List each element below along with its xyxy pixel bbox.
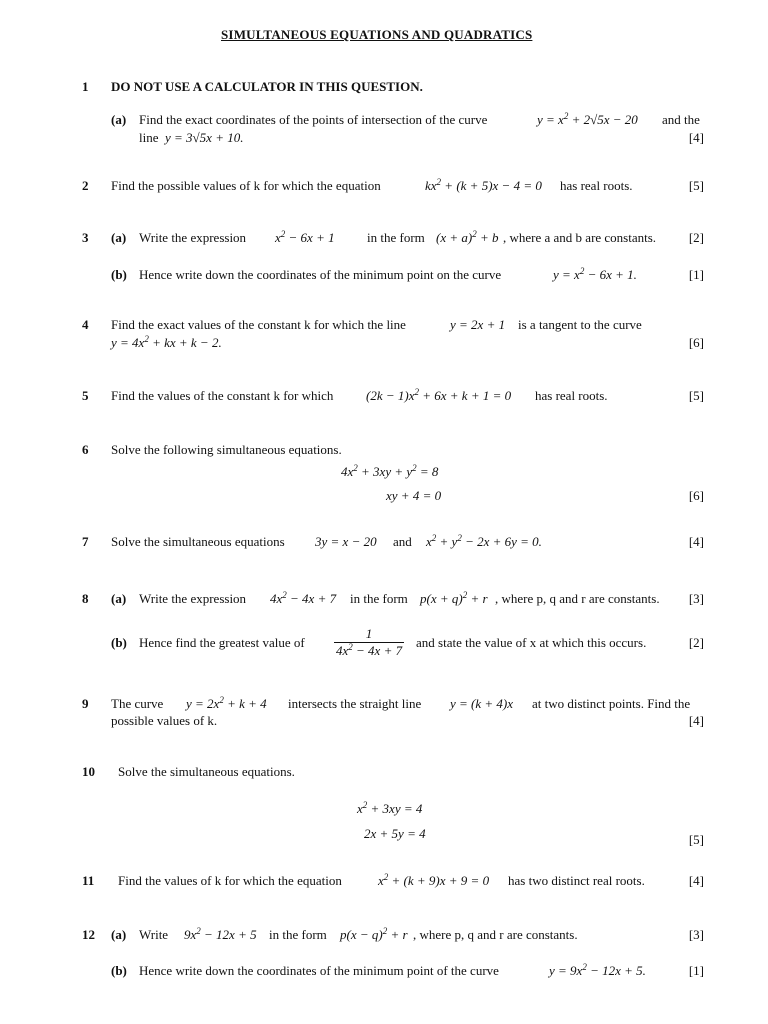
marks-label: [4] <box>688 130 704 145</box>
question-text: Hence find the greatest value of <box>139 635 305 650</box>
question-number: 9 <box>82 696 89 711</box>
question-text: is a tangent to the curve <box>518 317 642 332</box>
math-expression: $p(x - q)^2 + r$ <box>340 926 408 942</box>
marks-label: [6] <box>688 488 704 503</box>
math-expression: $9x^2 - 12x + 5$ <box>184 926 257 942</box>
equation: 2x + 5y = 4 <box>364 826 426 841</box>
question-number: 11 <box>82 873 95 888</box>
fraction <box>334 626 404 659</box>
question-number: 5 <box>82 388 89 403</box>
math-expression: $x^2 + (k + 9)x + 9 = 0$ <box>378 872 490 888</box>
question-text: Write the expression <box>139 230 247 245</box>
question-number: 2 <box>82 178 89 193</box>
question-number: 4 <box>82 317 89 332</box>
question-text: Find the exact values of the constant k for which the line <box>111 317 406 332</box>
question-number: 8 <box>82 591 89 606</box>
question-text: at two distinct points. Find the <box>532 696 691 711</box>
part-label: (a) <box>111 591 127 606</box>
question-text: , where a and b are constants. <box>503 230 657 245</box>
question-text: Solve the simultaneous equations <box>111 534 285 549</box>
part-label: (a) <box>111 230 127 245</box>
marks-label: [1] <box>688 963 704 978</box>
math-expression: $y = 4x^2$ + kx + k − 2. <box>111 334 222 350</box>
part-label: (b) <box>111 635 127 650</box>
question-number: 7 <box>82 534 89 549</box>
math-expression: $4x^2 - 4x + 7$ <box>270 590 337 606</box>
question-number: 12 <box>82 927 95 942</box>
question-number: 6 <box>82 442 89 457</box>
part-label: (b) <box>111 963 127 978</box>
marks-label: [4] <box>688 713 704 728</box>
page-title: SIMULTANEOUS EQUATIONS AND QUADRATICS <box>221 27 533 42</box>
question-text: has two distinct real roots. <box>508 873 645 888</box>
question-text: Solve the following simultaneous equations. <box>111 442 342 457</box>
marks-label: [2] <box>688 635 704 650</box>
equation: $x^2 + 3xy = 4$ <box>357 800 423 816</box>
question-text: Find the possible values of k for which the equation <box>111 178 381 193</box>
math-expression: $(x + a)^2 + b$ <box>436 229 499 245</box>
part-label: (a) <box>111 927 127 942</box>
part-label: (a) <box>111 112 127 127</box>
marks-label: [2] <box>688 230 704 245</box>
question-text: Find the values of the constant k for which <box>111 388 334 403</box>
math-expression: $kx^2 + (k + 5)x - 4 = 0$ <box>425 177 542 193</box>
question-text: , where p, q and r are constants. <box>413 927 578 942</box>
math-expression: $y = x^2 + 2√5x - 20$ <box>537 111 638 127</box>
question-text: and state the value of x at which this occurs. <box>416 635 647 650</box>
marks-label: [4] <box>688 534 704 549</box>
math-expression: 3y = x − 20 <box>315 534 377 549</box>
question-text: Write <box>139 927 169 942</box>
question-text: Find the values of k for which the equation <box>118 873 342 888</box>
math-expression: $y = x^2 - 6x + 1$. <box>553 266 637 282</box>
question-text: and the <box>662 112 700 127</box>
marks-label: [1] <box>688 267 704 282</box>
marks-label: [6] <box>688 335 704 350</box>
question-text: in the form <box>367 230 425 245</box>
question-number: 3 <box>82 230 89 245</box>
marks-label: [5] <box>688 388 704 403</box>
question-text: in the form <box>350 591 408 606</box>
fraction-denominator: $4x^2 - 4x + 7$ <box>336 642 403 658</box>
question-text: The curve <box>111 696 164 711</box>
question-text: Find the exact coordinates of the points of intersection of the curve <box>139 112 488 127</box>
math-expression: y = 3√5x + 10. <box>165 130 244 145</box>
question-number: 10 <box>82 764 95 779</box>
math-expression: $y = 2x^2 + k + 4$ <box>186 695 267 711</box>
question-text: has real roots. <box>535 388 608 403</box>
marks-label: [4] <box>688 873 704 888</box>
math-expression: $p(x + q)^2 + r$ <box>420 590 488 606</box>
equation: $4x^2 + 3xy + y^2 = 8$ <box>341 463 439 479</box>
math-expression: $x^2 + y^2 - 2x + 6y = 0$. <box>426 533 542 549</box>
fraction-numerator: 1 <box>334 626 404 643</box>
marks-label: [5] <box>688 832 704 847</box>
question-text: Hence write down the coordinates of the minimum point of the curve <box>139 963 499 978</box>
part-label: (b) <box>111 267 127 282</box>
math-expression: $y = 9x^2 - 12x + 5$. <box>549 962 646 978</box>
question-text: Hence write down the coordinates of the minimum point on the curve <box>139 267 502 282</box>
marks-label: [3] <box>688 591 704 606</box>
question-text: intersects the straight line <box>288 696 422 711</box>
marks-label: [3] <box>688 927 704 942</box>
math-expression: y = 2x + 1 <box>450 317 506 332</box>
math-expression: $x^2 - 6x + 1$ <box>275 229 335 245</box>
question-text: has real roots. <box>560 178 633 193</box>
question-text: and <box>393 534 412 549</box>
question-text: , where p, q and r are constants. <box>495 591 660 606</box>
question-text: Solve the simultaneous equations. <box>118 764 295 779</box>
question-number: 1 <box>82 79 89 94</box>
question-text: possible values of k. <box>111 713 218 728</box>
question-text: Write the expression <box>139 591 247 606</box>
math-expression: $(2k - 1)x^2 + 6x + k + 1 = 0$ <box>366 387 512 403</box>
math-expression: y = (k + 4)x <box>450 696 514 711</box>
question-text: line <box>139 130 159 145</box>
question-heading: DO NOT USE A CALCULATOR IN THIS QUESTION. <box>111 79 423 94</box>
question-text: in the form <box>269 927 327 942</box>
marks-label: [5] <box>688 178 704 193</box>
equation: xy + 4 = 0 <box>386 488 442 503</box>
